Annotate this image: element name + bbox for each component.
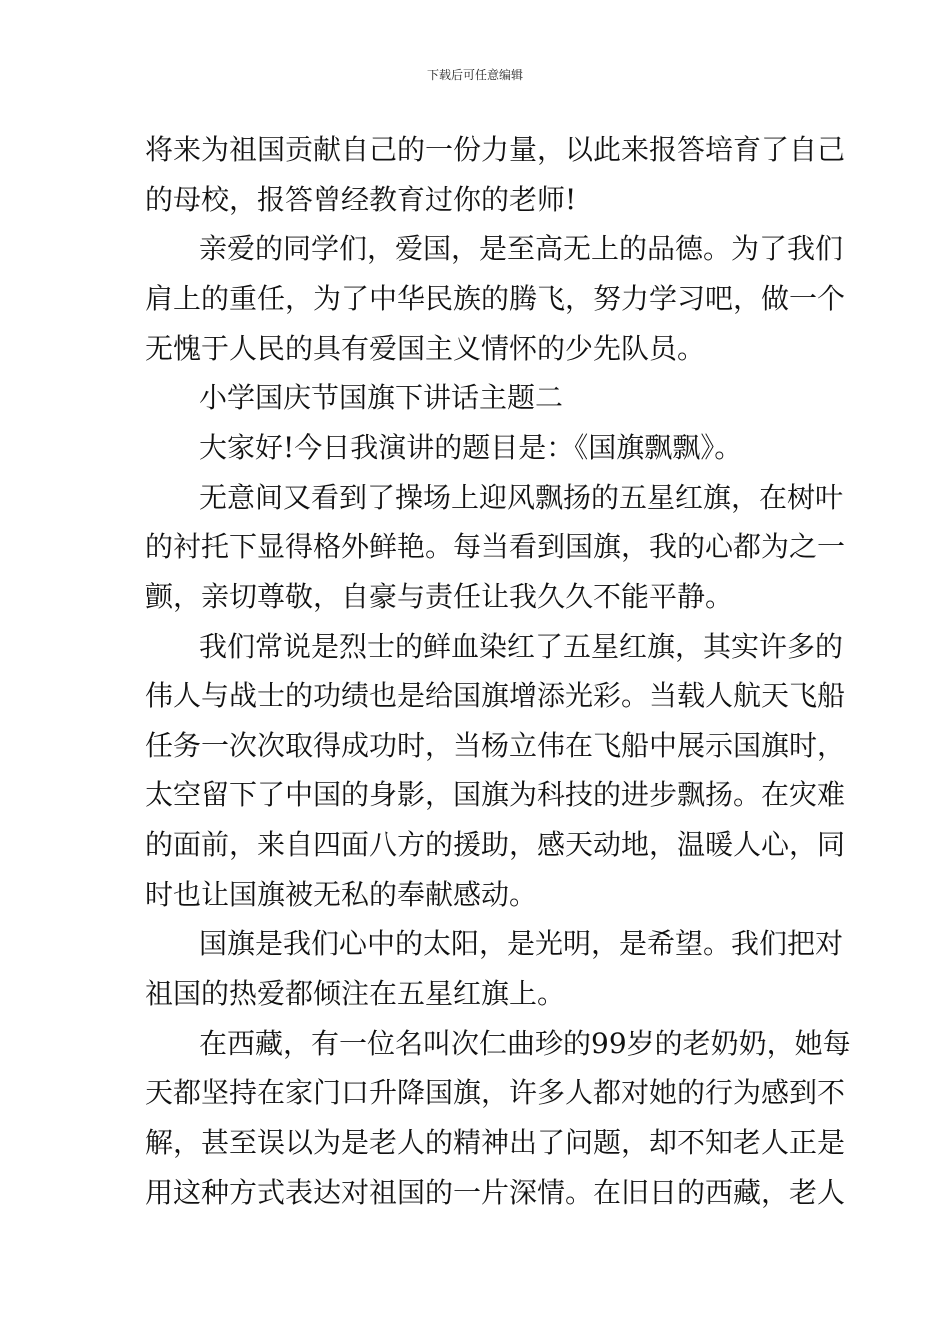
body-text-line: 亲爱的同学们，爱国，是至高无上的品德。为了我们 [199,232,844,265]
body-text-line: 的面前，来自四面八方的援助，感天动地，温暖人心，同 [145,828,846,861]
body-text-line: 时也让国旗被无私的奉献感动。 [145,878,538,911]
body-text-line: 将来为祖国贡献自己的一份力量，以此来报答培育了自己 [145,133,846,166]
body-text-line: 无愧于人民的具有爱国主义情怀的少先队员。 [145,332,706,365]
body-text-line: 的衬托下显得格外鲜艳。每当看到国旗，我的心都为之一 [145,530,846,563]
page-header: 下载后可任意编辑 [426,68,523,82]
body-text-line: 的母校，报答曾经教育过你的老师! [145,183,577,216]
body-text-line: 祖国的热爱都倾注在五星红旗上。 [145,977,566,1010]
body-text-line: 无意间又看到了操场上迎风飘扬的五星红旗，在树叶 [199,481,844,514]
body-text-line: 解，甚至误以为是老人的精神出了问题，却不知老人正是 [145,1126,846,1159]
body-text-line: 颤，亲切尊敬，自豪与责任让我久久不能平静。 [145,580,734,613]
body-text-line: 任务一次次取得成功时，当杨立伟在飞船中展示国旗时， [145,729,846,762]
body-text-line: 大家好!今日我演讲的题目是：《国旗飘飘》。 [199,431,743,464]
body-text-line: 天都坚持在家门口升降国旗，许多人都对她的行为感到不 [145,1076,846,1109]
body-text-line: 太空留下了中国的身影，国旗为科技的进步飘扬。在灾难 [145,778,846,811]
body-text-line: 我们常说是烈士的鲜血染红了五星红旗，其实许多的 [199,630,844,663]
body-text-line: 肩上的重任，为了中华民族的腾飞，努力学习吧，做一个 [145,282,846,315]
body-text-line: 在西藏，有一位名叫次仁曲珍的99岁的老奶奶，她每 [199,1027,851,1060]
section-heading: 小学国庆节国旗下讲话主题二 [199,381,564,414]
body-text-line: 伟人与战士的功绩也是给国旗增添光彩。当载人航天飞船 [145,679,846,712]
body-text-line: 国旗是我们心中的太阳，是光明，是希望。我们把对 [199,927,844,960]
body-text-line: 用这种方式表达对祖国的一片深情。在旧日的西藏，老人 [145,1176,846,1209]
